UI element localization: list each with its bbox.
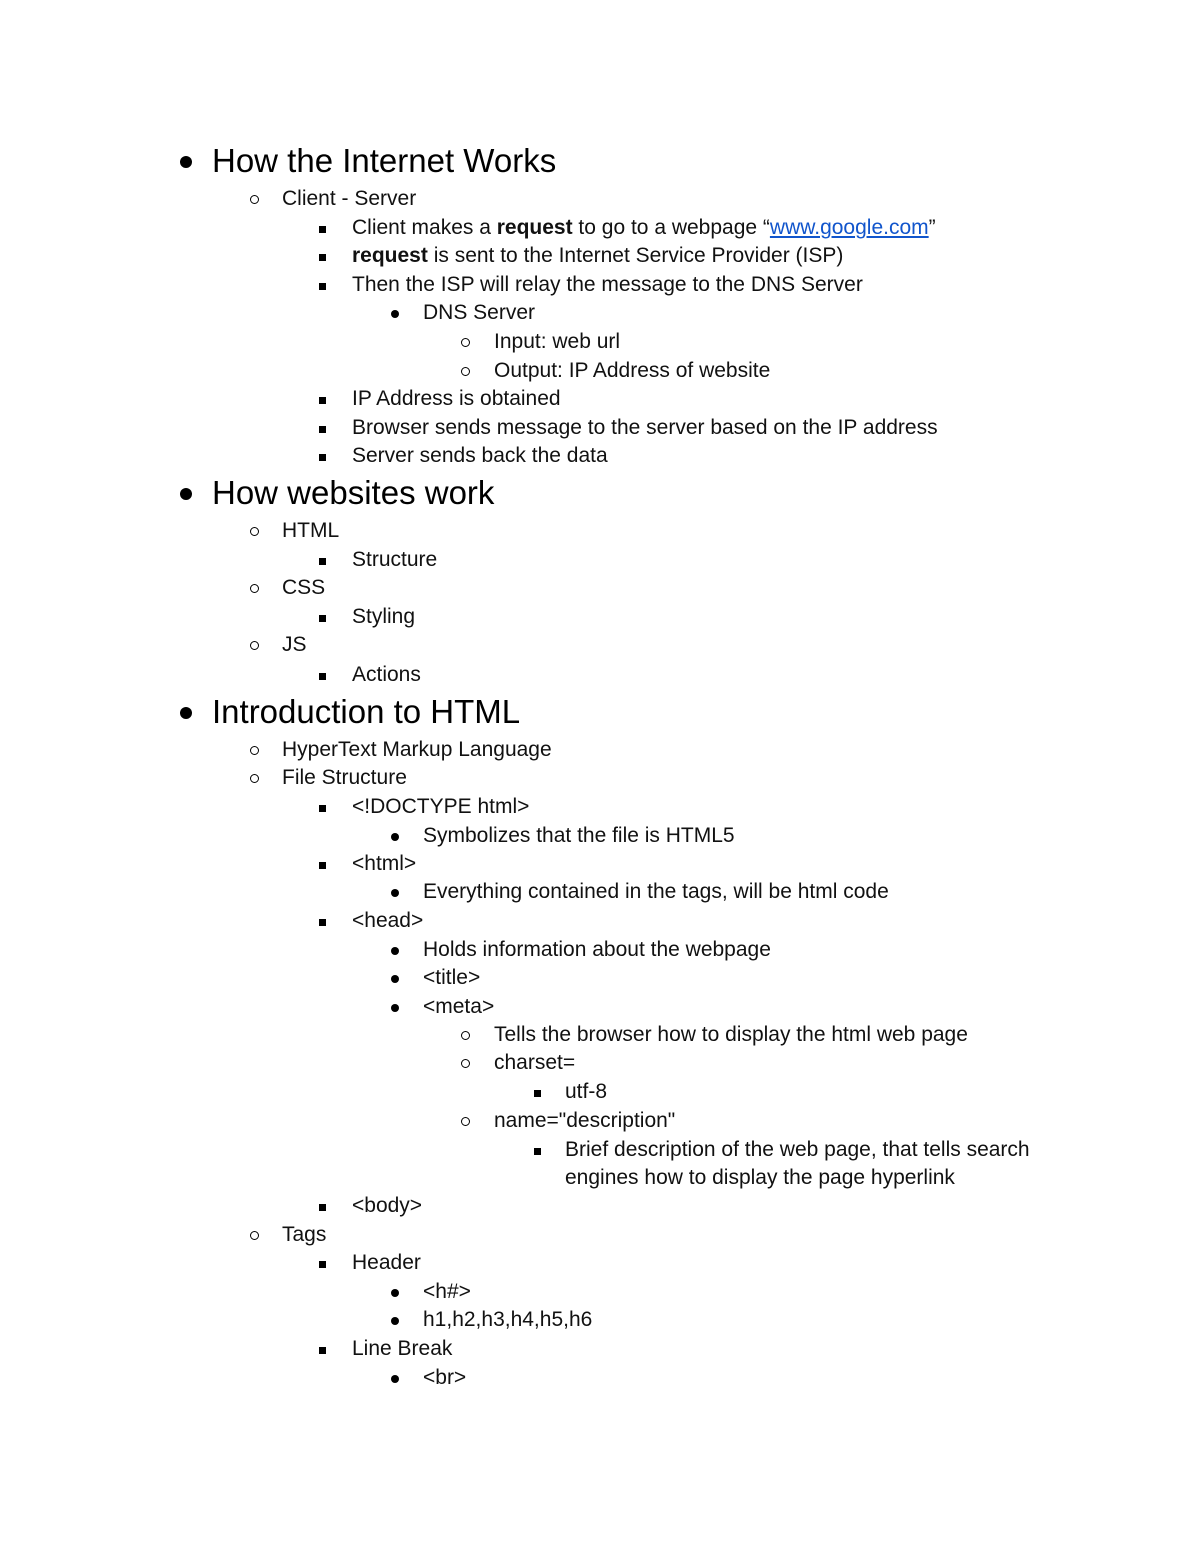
item-text: Symbolizes that the file is HTML5 [423,824,735,848]
item-text: Brief description of the web page, that tells search [565,1138,1030,1162]
bullet-square-icon [319,862,326,869]
item-text: <!DOCTYPE html> [352,795,530,819]
item-text: Header [352,1251,421,1275]
bullet-disc-icon [180,488,192,500]
bullet-square-icon [319,454,326,461]
bullet-square-icon [319,919,326,926]
item-text: Browser sends message to the server based on the IP address [352,416,938,440]
heading-text: Introduction to HTML [212,692,521,730]
item-text: name="description" [494,1109,676,1133]
bullet-circle-icon [250,1231,259,1240]
text-fragment: Client makes a [352,216,497,240]
item-text: Input: web url [494,330,621,354]
item-text: File Structure [282,766,407,790]
bullet-square-icon [319,615,326,622]
bullet-square-icon [319,1204,326,1211]
item-text: charset= [494,1051,576,1075]
bullet-circle-icon [461,1031,470,1040]
bullet-disc-icon [391,1317,399,1325]
item-text: Server sends back the data [352,444,608,468]
text-fragment: ” [928,216,936,240]
item-text: DNS Server [423,301,536,325]
bullet-disc-icon [391,889,399,897]
bullet-circle-icon [250,584,259,593]
bullet-disc-icon [391,1375,399,1383]
bullet-disc-icon [391,1004,399,1012]
item-text: Output: IP Address of website [494,359,771,383]
bullet-square-icon [319,1261,326,1268]
heading-text: How websites work [212,473,495,511]
item-text: Line Break [352,1337,453,1361]
item-text: HyperText Markup Language [282,738,552,762]
item-text: Structure [352,548,438,572]
item-text: engines how to display the page hyperlink [565,1166,955,1190]
heading-text: How the Internet Works [212,141,557,179]
item-text: Styling [352,605,416,629]
bullet-square-icon [319,397,326,404]
item-text: Holds information about the webpage [423,938,771,962]
bullet-circle-icon [250,641,259,650]
bullet-disc-icon [391,833,399,841]
bullet-square-icon [534,1148,541,1155]
bullet-disc-icon [180,707,192,719]
item-text: IP Address is obtained [352,387,561,411]
item-text: <h#> [423,1280,471,1304]
bullet-square-icon [534,1090,541,1097]
bullet-square-icon [319,558,326,565]
item-text: <br> [423,1366,467,1390]
item-text: Actions [352,663,421,687]
item-text: Tags [282,1223,327,1247]
item-text: <title> [423,966,481,990]
item-text: Everything contained in the tags, will be html code [423,880,889,904]
item-text: Client - Server [282,187,417,211]
bullet-square-icon [319,226,326,233]
hyperlink[interactable]: www.google.com [769,216,929,240]
bullet-square-icon [319,254,326,261]
bullet-square-icon [319,805,326,812]
bullet-circle-icon [250,746,259,755]
item-text: h1,h2,h3,h4,h5,h6 [423,1308,593,1332]
item-text: CSS [282,576,326,600]
bullet-circle-icon [250,774,259,783]
bullet-square-icon [319,673,326,680]
bold-text: request [352,244,428,268]
item-text: Then the ISP will relay the message to the DNS Server [352,273,863,297]
item-text: JS [282,633,307,657]
item-text: <head> [352,909,424,933]
text-fragment: to go to a webpage “ [572,216,770,240]
bullet-square-icon [319,1347,326,1354]
bullet-circle-icon [461,1059,470,1068]
bullet-disc-icon [180,156,192,168]
bullet-square-icon [319,283,326,290]
item-text: utf-8 [565,1080,608,1104]
bullet-disc-icon [391,947,399,955]
item-text: <meta> [423,995,495,1019]
item-text [352,245,843,266]
bullet-circle-icon [250,195,259,204]
bullet-disc-icon [391,975,399,983]
item-text: Tells the browser how to display the html web page [494,1023,968,1047]
item-text: <body> [352,1194,423,1218]
item-text [352,217,936,238]
bullet-disc-icon [391,1289,399,1297]
bullet-square-icon [319,426,326,433]
bullet-circle-icon [461,367,470,376]
item-text: <html> [352,852,417,876]
bullet-circle-icon [461,1117,470,1126]
item-text: HTML [282,519,340,543]
bullet-disc-icon [391,310,399,318]
text-fragment: is sent to the Internet Service Provider (ISP) [427,244,844,268]
bullet-circle-icon [250,527,259,536]
bold-text: request [496,216,573,240]
bullet-circle-icon [461,338,470,347]
